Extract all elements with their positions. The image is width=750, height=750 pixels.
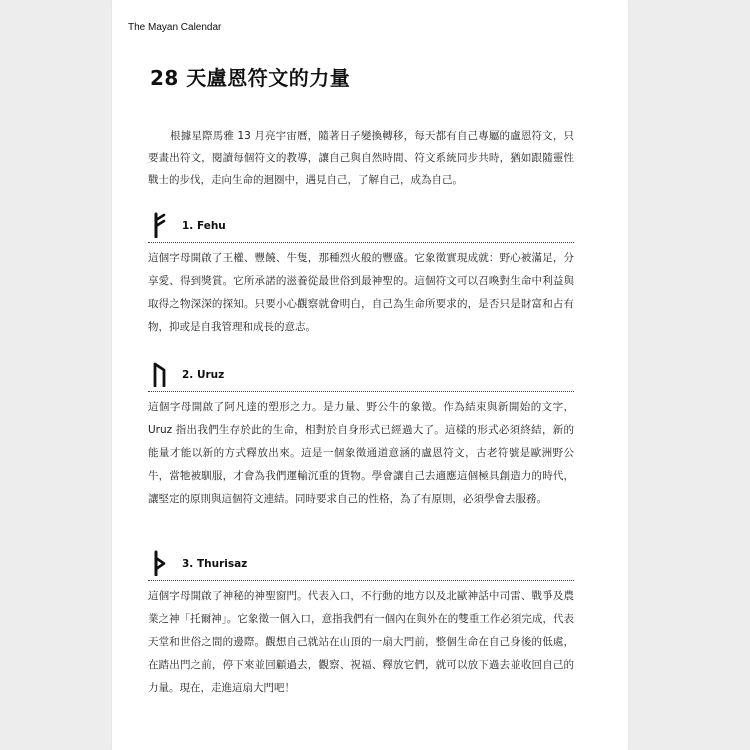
dotted-divider (148, 580, 574, 581)
section-header (148, 361, 574, 389)
chapter-intro: 根據星際馬雅 13 月亮宇宙曆，隨著日子變換轉移，每天都有自己專屬的盧恩符文，只要畫出符文，閱讀每個符文的教導，讓自己與自然時間、符文系統同步共時，猶如跟隨靈性戰士的步伐，走向生命的迴圈中，遇見自己，了解自己，成為自己。 (148, 130, 574, 186)
running-header: The Mayan Calendar (128, 22, 222, 33)
section-title: 2. Uruz (182, 369, 225, 381)
rune-section-fehu (148, 212, 574, 333)
chapter-title: 28 天盧恩符文的力量 (150, 66, 351, 90)
section-body: 這個字母開啟了神秘的神聖窗門。代表入口，不行動的地方以及北歐神話中司雷、戰爭及農業之神「托爾神」。它象徵一個入口，意指我們有一個內在與外在的雙重工作必須完成，代表天堂和世俗之間的邊際。觀想自己就站在山頂的一扇大門前，整個生命在自己身後的低處，在踏出門之前，停下來並回顧過去，觀察、祝福、釋放它們，就可以放下過去並收回自己的力量。現在，走進這扇大門吧！ (148, 590, 574, 694)
section-header (148, 212, 574, 240)
thurisaz-rune-icon (151, 550, 169, 576)
fehu-rune-icon (151, 212, 169, 238)
section-body: 這個字母開啟了阿凡達的塑形之力。是力量、野公牛的象徵。作為結束與新開始的文字，Uruz 指出我們生存於此的生命，相對於自身形式已經過大了。這樣的形式必須終結，新的能量才能以新的方式釋放出來。這是一個象徵通道意涵的盧恩符文，古老符號是歐洲野公牛，當牠被馴服，才會為我們運輸沉重的貨物。學會讓自己去適應這個極具創造力的時代，讓堅定的原則與這個符文連結。同時要求自己的性格，為了有原則，必須學會去服務。 (148, 401, 574, 505)
section-header (148, 550, 574, 578)
section-title: 3. Thurisaz (182, 558, 248, 570)
section-body: 這個字母開啟了王權、豐饒、牛隻，那種烈火般的豐盛。它象徵實現成就：野心被滿足，分享愛、得到獎賞。它所承諾的滋養從最世俗到最神聖的。這個符文可以召喚對生命中利益與取得之物深深的探知。只要小心觀察就會明白，自己為生命所要求的，是否只是財富和占有物，抑或是自我管理和成長的意志。 (148, 252, 574, 333)
dotted-divider (148, 242, 574, 243)
dotted-divider (148, 391, 574, 392)
rune-section-uruz (148, 361, 574, 505)
section-title: 1. Fehu (182, 220, 226, 232)
rune-section-thurisaz (148, 550, 574, 694)
uruz-rune-icon (151, 361, 169, 387)
